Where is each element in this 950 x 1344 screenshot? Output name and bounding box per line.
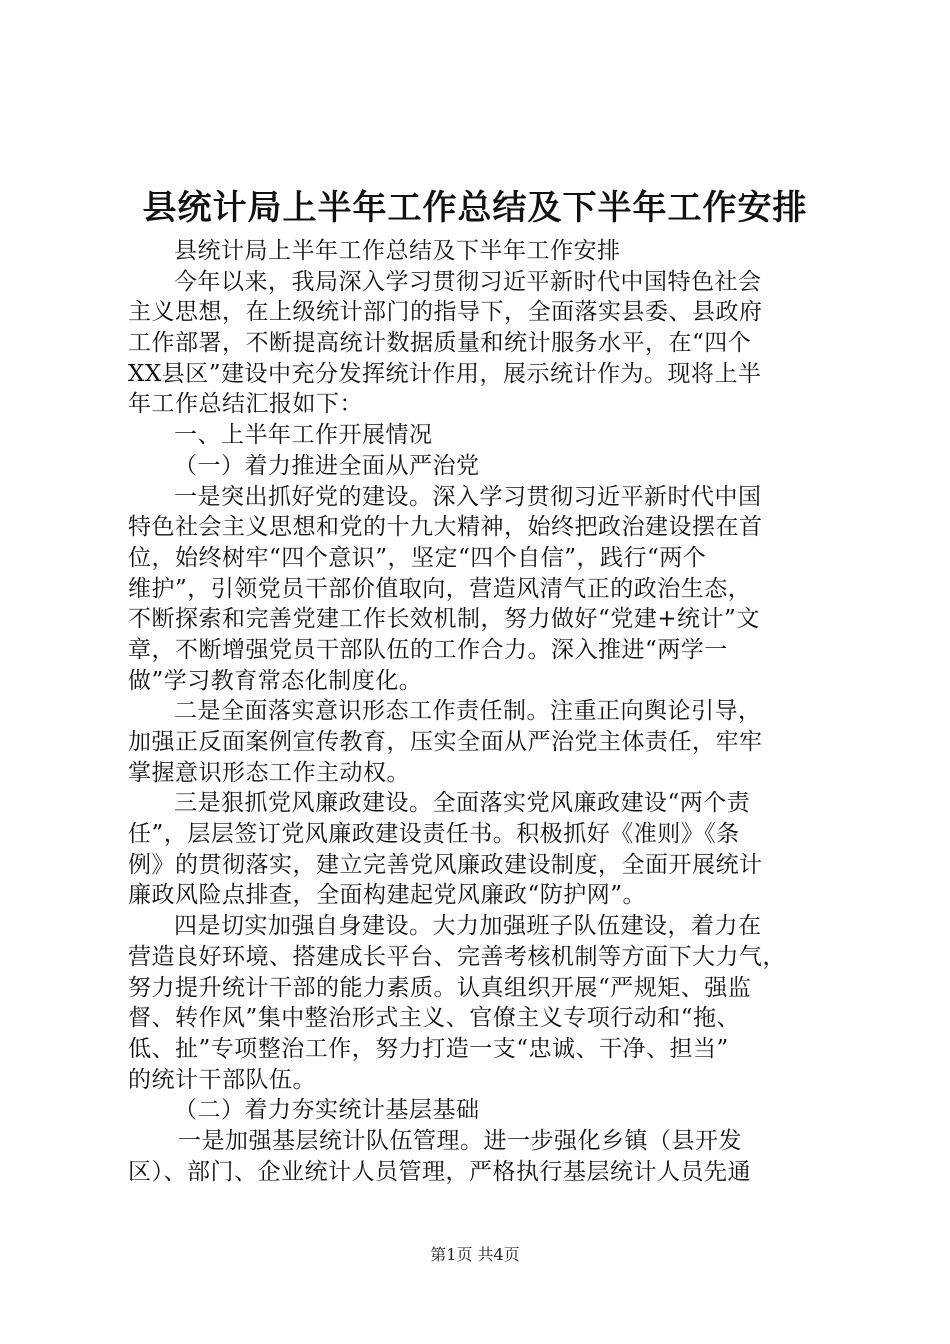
paragraph-line: XX县区”建设中充分发挥统计作用，展示统计作为。现将上半 [128,360,762,387]
paragraph-line: 特色社会主义思想和党的十九大精神，始终把政治建设摆在首 [128,514,763,541]
paragraph-line: 任”，层层签订党风廉政建设责任书。积极抓好《准则》《条 [128,821,740,848]
paragraph-line: 位，始终树牢“四个意识”，坚定“四个自信”，践行“两个 [128,544,707,571]
paragraph-line: 三是狠抓党风廉政建设。全面落实党风廉政建设“两个责 [174,790,751,817]
paragraph-line: 加强正反面案例宣传教育，压实全面从严治党主体责任，牢牢 [128,729,763,755]
paragraph-line: 廉政风险点排查，全面构建起党风廉政“防护网”。 [128,882,647,909]
paragraph-line: 努力提升统计干部的能力素质。认真组织开展“严规矩、强监 [128,974,752,1001]
paragraph-line: 低、扯”专项整治工作，努力打造一支“忠诚、干净、担当” [128,1035,729,1062]
paragraph-line: 不断探索和完善党建工作长效机制，努力做好“党建+统计”文 [128,606,760,633]
paragraph-line: 一是加强基层统计队伍管理。进一步强化乡镇（县开发 [178,1127,742,1154]
paragraph-line: 营造良好环境、搭建成长平台、完善考核机制等方面下大力气， [128,943,786,970]
paragraph-line: 掌握意识形态工作主动权。 [128,759,410,786]
paragraph-line: 一是突出抓好党的建设。深入学习贯彻习近平新时代中国 [174,483,762,510]
paragraph-line: 二是全面落实意识形态工作责任制。注重正向舆论引导， [174,698,762,725]
paragraph-line: 例》的贯彻落实，建立完善党风廉政建设制度，全面开展统计 [128,851,763,878]
paragraph-line: 今年以来，我局深入学习贯彻习近平新时代中国特色社会 [174,268,762,295]
paragraph-line: 章，不断增强党员干部队伍的工作合力。深入推进“两学一 [128,636,728,663]
paragraph-line: 主义思想，在上级统计部门的指导下，全面落实县委、县政府 [128,299,763,326]
subtitle-line: 县统计局上半年工作总结及下半年工作安排 [174,238,621,264]
subsection-heading: （二）着力夯实统计基层基础 [174,1097,480,1124]
paragraph-line: 维护”，引领党员干部价值取向，营造风清气正的政治生态， [128,575,752,602]
paragraph-line: 工作部署，不断提高统计数据质量和统计服务水平，在“四个 [128,330,752,357]
paragraph-line: 的统计干部队伍。 [128,1066,316,1093]
page-number: 第1页 共4页 [430,1245,520,1264]
section-heading: 一、上半年工作开展情况 [174,422,433,449]
paragraph-line: 做”学习教育常态化制度化。 [128,667,423,694]
paragraph-line: 督、转作风”集中整治形式主义、官僚主义专项行动和“拖、 [128,1005,741,1032]
document-body [128,236,828,1187]
paragraph-line: 年工作总结汇报如下： [128,391,363,418]
document-title: 县统计局上半年工作总结及下半年工作安排 [142,188,808,228]
paragraph-line: 四是切实加强自身建设。大力加强班子队伍建设，着力在 [174,913,762,940]
subsection-heading: （一）着力推进全面从严治党 [174,452,480,479]
paragraph-line: 区）、部门、企业统计人员管理，严格执行基层统计人员先通 [128,1158,751,1185]
